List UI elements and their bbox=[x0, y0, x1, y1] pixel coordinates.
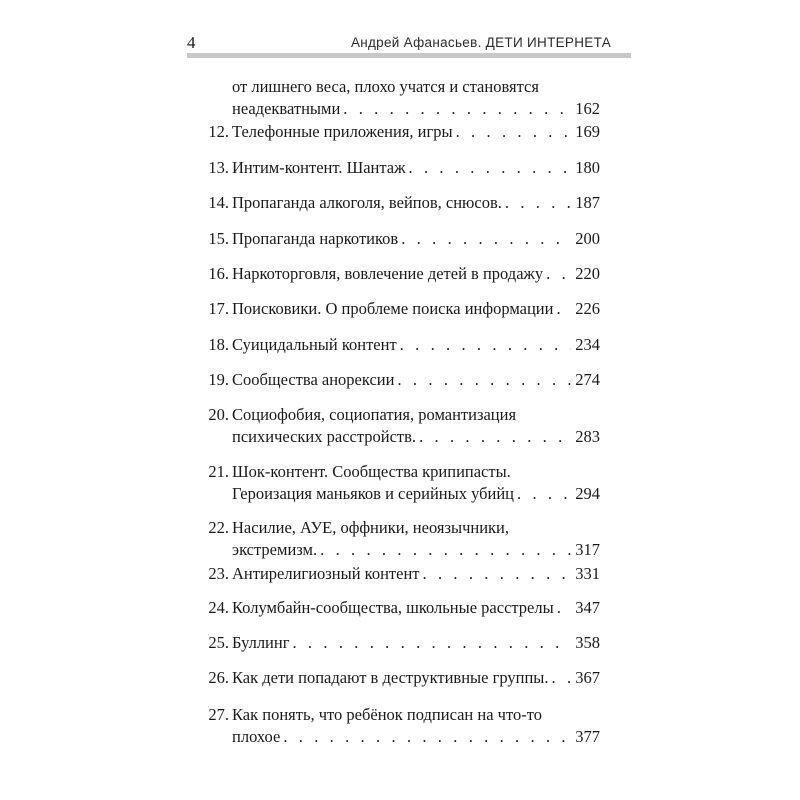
running-head: Андрей Афанасьев. ДЕТИ ИНТЕРНЕТА bbox=[350, 35, 611, 50]
toc-entry-page: 220 bbox=[575, 264, 600, 283]
toc-entry-page: 331 bbox=[575, 564, 600, 583]
dot-leader bbox=[456, 121, 572, 143]
toc-entry-title: Интим-контент. Шантаж bbox=[232, 158, 406, 177]
toc-entry-page: 187 bbox=[575, 193, 600, 212]
toc-entry-title: Телефонные приложения, игры bbox=[232, 122, 453, 141]
toc-entry-number: 25. bbox=[208, 633, 229, 652]
toc-entry-title: Колумбайн-сообщества, школьные расстрелы bbox=[232, 598, 554, 617]
toc-entry-page: 317 bbox=[575, 540, 600, 559]
toc-entry-title: Сообщества анорексии bbox=[232, 370, 395, 389]
dot-leader bbox=[320, 539, 571, 561]
toc-entry-title: Насилие, АУЕ, оффники, неоязычники, bbox=[232, 518, 510, 537]
toc-entry-page: 347 bbox=[575, 598, 600, 617]
toc-entry-title: Поисковики. О проблеме поиска информации bbox=[232, 299, 554, 318]
dot-leader bbox=[397, 369, 571, 391]
toc-entry-number: 18. bbox=[208, 335, 229, 354]
toc-entry-number: 21. bbox=[208, 462, 229, 481]
toc-entry-title: неадекватными bbox=[232, 99, 341, 118]
toc-entry-page: 274 bbox=[575, 370, 600, 389]
dot-leader bbox=[423, 563, 572, 585]
toc-entry-title: Суицидальный контент bbox=[232, 335, 397, 354]
toc-entry-page: 200 bbox=[575, 229, 600, 248]
toc-entry-number: 19. bbox=[208, 370, 229, 389]
toc-entry-page: 294 bbox=[575, 484, 600, 503]
toc-entry-title: Социофобия, социопатия, романтизация bbox=[232, 405, 517, 424]
toc-entry-title: Героизация маньяков и серийных убийц bbox=[232, 484, 515, 503]
toc-entry-page: 283 bbox=[575, 427, 600, 446]
toc-entry-page: 162 bbox=[575, 99, 600, 118]
toc-entry-title: Антирелигиозный контент bbox=[232, 564, 420, 583]
toc-entry-page: 367 bbox=[575, 668, 600, 687]
toc-entry-title: Шок-контент. Сообщества крипипасты. bbox=[232, 462, 511, 481]
dot-leader bbox=[517, 483, 571, 505]
toc-entry-number: 16. bbox=[208, 264, 229, 283]
toc-entry-number: 23. bbox=[208, 564, 229, 583]
toc-entry-title: от лишнего веса, плохо учатся и становятся bbox=[232, 77, 539, 96]
dot-leader bbox=[505, 192, 571, 214]
toc-entry-title: экстремизм. bbox=[232, 540, 318, 559]
toc-entry-page: 180 bbox=[575, 158, 600, 177]
toc-entry-page: 226 bbox=[575, 299, 600, 318]
toc-entry-number: 13. bbox=[208, 158, 229, 177]
dot-leader bbox=[283, 726, 571, 748]
toc-entry-number: 27. bbox=[208, 705, 229, 724]
toc-entry-number: 14. bbox=[208, 193, 229, 212]
dot-leader bbox=[401, 228, 571, 250]
toc-entry-number: 15. bbox=[208, 229, 229, 248]
dot-leader bbox=[400, 334, 572, 356]
toc-entry-title: плохое bbox=[232, 727, 281, 746]
dot-leader bbox=[409, 157, 572, 179]
toc-entry-title: Пропаганда наркотиков bbox=[232, 229, 399, 248]
dot-leader bbox=[343, 98, 571, 120]
dot-leader bbox=[419, 426, 571, 448]
dot-leader bbox=[552, 667, 572, 689]
toc-entry-page: 169 bbox=[575, 122, 600, 141]
toc-entry-number: 24. bbox=[208, 598, 229, 617]
page-number: 4 bbox=[187, 33, 196, 52]
toc-entry-number: 17. bbox=[208, 299, 229, 318]
dot-leader bbox=[292, 632, 571, 654]
dot-leader bbox=[546, 263, 571, 285]
toc-entry-title: Пропаганда алкоголя, вейпов, снюсов. bbox=[232, 193, 502, 212]
toc-entry-number: 12. bbox=[208, 122, 229, 141]
toc-entry-number: 26. bbox=[208, 668, 229, 687]
toc-entry-number: 22. bbox=[208, 518, 229, 537]
toc-entry-page: 358 bbox=[575, 633, 600, 652]
toc-entry-title: Как понять, что ребёнок подписан на что-то bbox=[232, 705, 542, 724]
toc-entry-title: психических расстройств. bbox=[232, 427, 417, 446]
dot-leader bbox=[556, 298, 571, 320]
toc-entry-title: Наркоторговля, вовлечение детей в продажу bbox=[232, 264, 544, 283]
toc-entry-number: 20. bbox=[208, 405, 229, 424]
toc-entry-title: Как дети попадают в деструктивные группы. bbox=[232, 668, 549, 687]
toc-entry-title: Буллинг bbox=[232, 633, 290, 652]
dot-leader bbox=[557, 597, 572, 619]
toc-entry-page: 234 bbox=[575, 335, 600, 354]
toc-entry-page: 377 bbox=[575, 727, 600, 746]
